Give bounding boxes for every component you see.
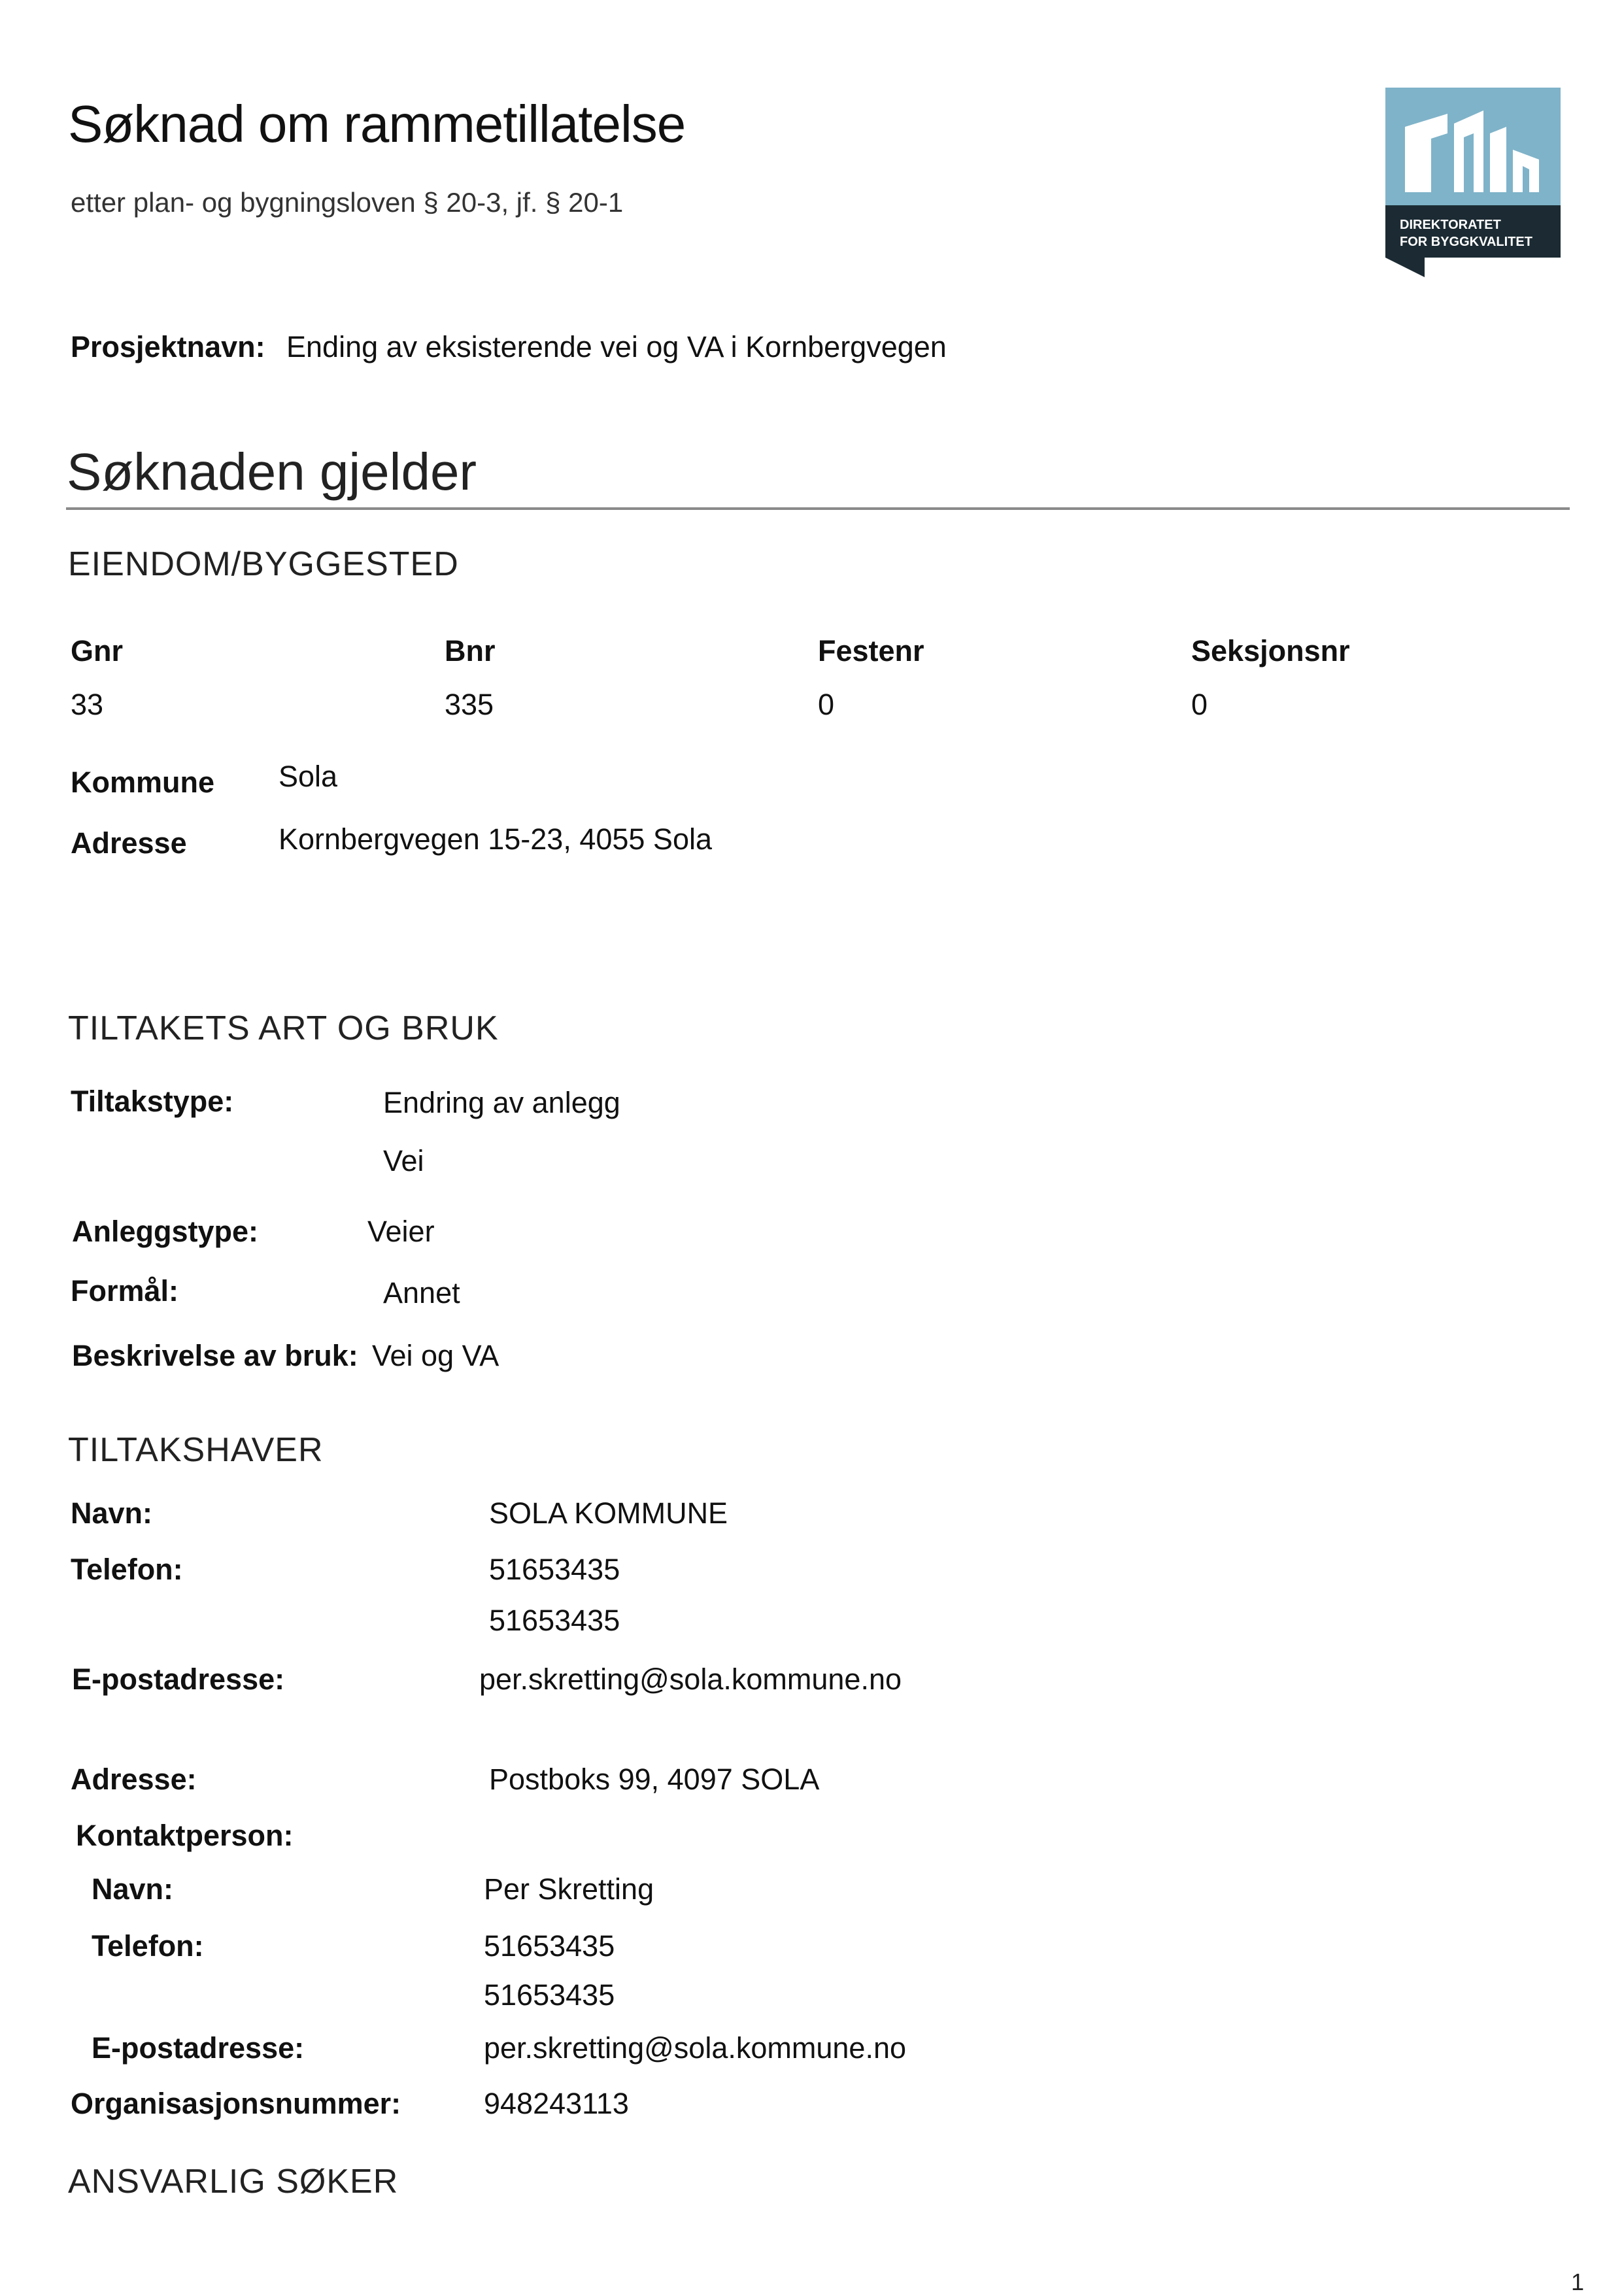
owner-adresse-label: Adresse: (71, 1763, 197, 1796)
section-divider (66, 507, 1570, 510)
logo-tab (1385, 258, 1425, 277)
bnr-label: Bnr (445, 634, 496, 667)
seksjonsnr-label: Seksjonsnr (1191, 634, 1350, 667)
owner-epost-value: per.skretting@sola.kommune.no (479, 1663, 902, 1696)
kontakt-telefon-label: Telefon: (92, 1929, 204, 1963)
owner-telefon-value-1: 51653435 (489, 1553, 620, 1586)
property-heading: EIENDOM/BYGGESTED (68, 545, 459, 583)
formal-label: Formål: (71, 1274, 179, 1308)
project-name-value: Ending av eksisterende vei og VA i Kornbergvegen (286, 330, 947, 363)
owner-heading: TILTAKSHAVER (68, 1431, 324, 1469)
anleggstype-value: Veier (367, 1215, 435, 1248)
kontakt-epost-value: per.skretting@sola.kommune.no (484, 2031, 906, 2065)
document-title: Søknad om rammetillatelse (68, 95, 686, 153)
anleggstype-label: Anleggstype: (72, 1215, 259, 1248)
bnr-value: 335 (445, 688, 494, 721)
document-subtitle: etter plan- og bygningsloven § 20-3, jf. § 20-1 (71, 187, 624, 218)
owner-navn-label: Navn: (71, 1496, 153, 1530)
beskrivelse-value: Vei og VA (372, 1339, 499, 1372)
owner-telefon-value-2: 51653435 (489, 1604, 620, 1637)
kommune-label: Kommune (71, 766, 215, 799)
dibk-logo (1385, 88, 1561, 277)
beskrivelse-label: Beskrivelse av bruk: (72, 1339, 358, 1372)
kommune-value: Sola (279, 760, 338, 793)
gnr-label: Gnr (71, 634, 124, 667)
measure-heading: TILTAKETS ART OG BRUK (68, 1009, 499, 1047)
adresse-label: Adresse (71, 826, 187, 860)
seksjonsnr-value: 0 (1191, 688, 1208, 721)
tiltakstype-value-2: Vei (383, 1144, 424, 1177)
project-name-label: Prosjektnavn: (71, 330, 265, 363)
tiltakstype-value-1: Endring av anlegg (383, 1086, 620, 1119)
gnr-value: 33 (71, 688, 104, 721)
kontakt-telefon-value-2: 51653435 (484, 1978, 615, 2012)
festenr-value: 0 (818, 688, 835, 721)
kontakt-navn-value: Per Skretting (484, 1872, 654, 1906)
page-number: 1 (1571, 2269, 1585, 2295)
owner-epost-label: E-postadresse: (72, 1663, 285, 1696)
organisasjonsnummer-value: 948243113 (484, 2087, 629, 2120)
logo-text-line2: FOR BYGGKVALITET (1400, 235, 1532, 249)
formal-value: Annet (383, 1276, 460, 1309)
tiltakstype-label: Tiltakstype: (71, 1085, 234, 1118)
kontakt-navn-label: Navn: (92, 1872, 174, 1906)
owner-navn-value: SOLA KOMMUNE (489, 1496, 728, 1530)
organisasjonsnummer-label: Organisasjonsnummer: (71, 2087, 401, 2120)
kontakt-telefon-value-1: 51653435 (484, 1929, 615, 1963)
festenr-label: Festenr (818, 634, 924, 667)
applicant-heading: ANSVARLIG SØKER (68, 2163, 399, 2201)
logo-text-line1: DIREKTORATET (1400, 218, 1501, 232)
kontaktperson-label: Kontaktperson: (76, 1819, 294, 1852)
section-title: Søknaden gjelder (67, 443, 477, 501)
adresse-value: Kornbergvegen 15-23, 4055 Sola (279, 822, 713, 856)
owner-telefon-label: Telefon: (71, 1553, 183, 1586)
owner-adresse-value: Postboks 99, 4097 SOLA (489, 1763, 820, 1796)
kontakt-epost-label: E-postadresse: (92, 2031, 305, 2065)
